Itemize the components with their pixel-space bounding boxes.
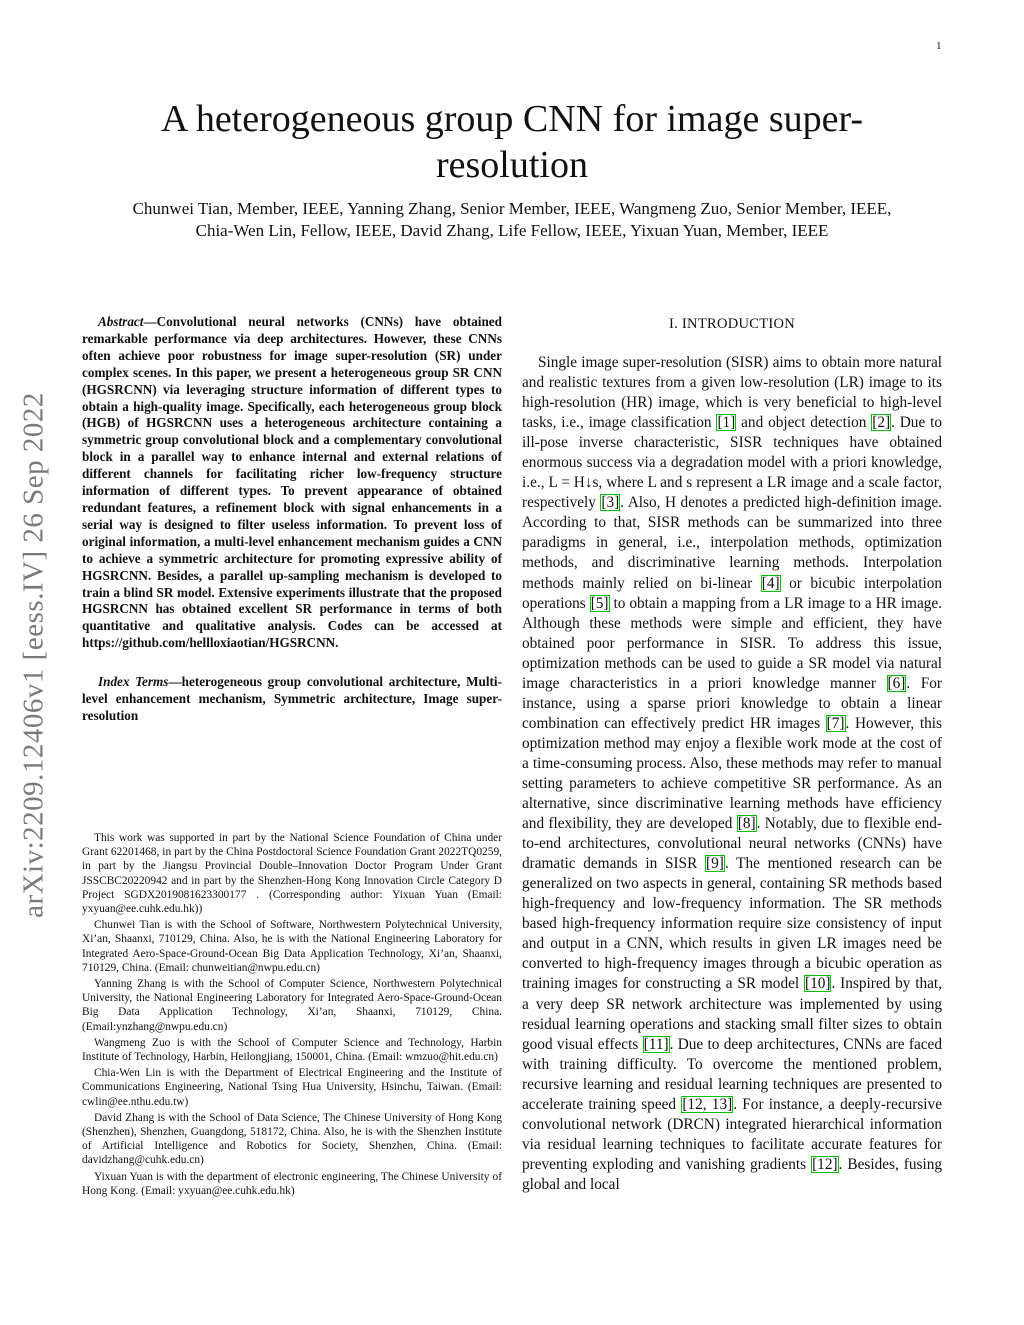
abstract xyxy=(82,314,502,652)
citation-link[interactable]: [2] xyxy=(872,414,891,432)
intro-text: . Also, H denotes a predicted high-definition image. According to that, SISR methods can be summarized into three paradigms in general, i.e., interpolation methods, optimization methods, and discriminative learning methods. Interpolation methods mainly relied on bi-linear xyxy=(522,494,942,592)
footnote-affiliation: Chia-Wen Lin is with the Department of Electrical Engineering and the Institute of Communications Engineering, National Tsing Hua University, Hsinchu, Taiwan. (Email: cwlin@ee.nthu.edu.tw) xyxy=(82,1067,502,1108)
intro-text: Single image super-resolution (SISR) aims to obtain more natural and realistic textures from a given low-resolution (LR) image to its high-resolution (HR) image, which is very beneficial to high-level tasks, i.e., image classification xyxy=(522,354,942,432)
intro-text: . The mentioned research can be generalized on two aspects in general, containing SR methods based high-frequency and low-frequency information. The SR methods based high-frequency information require size consistency of input and output in a CNN, which results in given LR images need be converted to high-frequency images through a bicubic operation as training images for constructing a SR model xyxy=(522,855,942,993)
intro-text: . Inspired by that, a very deep SR network architecture was implemented by using residual learning operations and stacking small filter sizes to obtain good visual effects xyxy=(522,975,942,1053)
citation-link[interactable]: [8] xyxy=(737,815,756,833)
intro-text: . Due to deep architectures, CNNs are faced with training difficulty. To overcome the mentioned problem, recursive learning and residual learning techniques are presented to accelerate training speed xyxy=(522,1035,942,1113)
footnote-affiliation: Wangmeng Zuo is with the School of Computer Science and Technology, Harbin Institute of Technology, Harbin, Heilongjiang, 150001, China. (Email: wmzuo@hit.edu.cn) xyxy=(82,1036,502,1064)
author-list xyxy=(70,198,954,242)
citation-link[interactable]: [1] xyxy=(717,414,736,432)
citation-link[interactable]: [7] xyxy=(826,714,845,732)
abstract-text: —Convolutional neural networks (CNNs) have obtained remarkable performance via deep architectures. However, these CNNs often achieve poor robustness for image super-resolution (SR) under complex scenes. In this paper, we present a heterogeneous group SR CNN (HGSRCNN) via leveraging structure information of different types to obtain a high-quality image. Specifically, each heterogeneous group block (HGB) of HGSRCNN uses a heterogeneous architecture containing a symmetric group convolutional block and a complementary convolutional block in a parallel way to enhance internal and external relations of different channels for facilitating richer low-frequency structure information of different types. To prevent appearance of obtained redundant features, a refinement block with signal enhancements in a serial way is designed to filter useless information. To prevent loss of original information, a multi-level enhancement mechanism guides a CNN to achieve a symmetric architecture for promoting expressive ability of HGSRCNN. Besides, a parallel up-sampling mechanism is developed to train a blind SR model. Extensive experiments illustrate that the proposed HGSRCNN has obtained excellent SR performance in terms of both quantitative and qualitative analysis. Codes can be accessed at https://github.com/hellloxiaotian/HGSRCNN. xyxy=(82,314,502,651)
intro-text: and object detection xyxy=(736,414,872,432)
index-terms-lead: Index Terms xyxy=(98,674,169,690)
intro-text: . For instance, using a sparse priori knowledge to obtain a linear combination can effectively predict HR images xyxy=(522,674,942,732)
citation-link[interactable]: [12, 13] xyxy=(682,1095,733,1113)
intro-text: or bicubic interpolation operations xyxy=(522,574,942,612)
citation-link[interactable]: [10] xyxy=(804,975,831,993)
intro-text: . Due to ill-pose inverse characteristic, SISR techniques have obtained enormous success via a degradation model with a priori knowledge, i.e., L = H↓s, where L and s represent a LR image and a scale factor, respectively xyxy=(522,414,942,512)
introduction-paragraph xyxy=(522,353,942,1195)
intro-text: . Besides, fusing global and local xyxy=(522,1155,942,1193)
citation-link[interactable]: [9] xyxy=(706,855,724,873)
intro-text: . However, this optimization method may enjoy a flexible work mode at the cost of a time-consuming process. Also, these methods may refer to manual setting parameters to achieve competitive SR performance. As an alternative, since discriminative learning methods have efficiency and flexibility, they are developed xyxy=(522,714,942,833)
footnote-affiliation: Yixuan Yuan is with the department of electronic engineering, The Chinese University of Hong Kong. (Email: yxyuan@ee.cuhk.edu.hk) xyxy=(82,1170,502,1197)
intro-text: . For instance, a deeply-recursive convolutional network (DRCN) integrated hierarchical information via residual learning techniques to facilitate accurate features for preventing exploding and vanishing gradients xyxy=(522,1095,942,1173)
footnote-affiliation: David Zhang is with the School of Data Science, The Chinese University of Hong Kong (Shenzhen), Shenzhen, Guangdong, 518172, China. Also, he is with the Shenzhen Institute of Artificial Intelligence and Robotics for Society, Shenzhen, China. (Email: davidzhang@cuhk.edu.cn) xyxy=(82,1111,502,1167)
arxiv-identifier xyxy=(6,350,62,960)
citation-link[interactable]: [6] xyxy=(887,674,906,692)
right-column xyxy=(522,314,942,1195)
left-column xyxy=(82,314,502,725)
abstract-lead: Abstract xyxy=(98,314,144,329)
footnote-affiliation: Yanning Zhang is with the School of Computer Science, Northwestern Polytechnical University, the National Engineering Laboratory for Integrated Aero-Space-Ground-Ocean Big Data Application Technology, Xi’an, Shaanxi, 710129, China. (Email:ynzhang@nwpu.edu.cn) xyxy=(82,978,502,1033)
footnotes xyxy=(82,831,502,1200)
author-line-2: Chia-Wen Lin, Fellow, IEEE, David Zhang, Life Fellow, IEEE, Yixuan Yuan, Member, IEEE xyxy=(195,221,829,240)
footnote-funding: This work was supported in part by the National Science Foundation of China under Grant 62201468, in part by the China Postdoctoral Science Foundation Grant 2022TQ0259, in part by the Jiangsu Provincial Double–Innovation Doctor Program Under Grant JSSCBC20220942 and in part by the Shenzhen-Hong Kong Innovation Circle Category D Project SGDX2019081623300177 . (Corresponding author: Yixuan Yuan (Email: yxyuan@ee.cuhk.edu.hk)) xyxy=(82,832,502,916)
index-terms-text: —heterogeneous group convolutional architecture, Multi-level enhancement mechanism, Symmetric architecture, Image super-resolution xyxy=(82,674,502,723)
paper-title: A heterogeneous group CNN for image super-resolution xyxy=(160,98,864,186)
intro-text: . Notably, due to flexible end-to-end architectures, convolutional neural networks (CNNs) have dramatic demands in SISR xyxy=(522,815,942,873)
intro-text: to obtain a mapping from a LR image to a HR image. Although these methods were simple and efficient, they have obtained poor performance in SISR. To address this issue, optimization methods can be used to guide a SR model via natural image characteristics in a priori knowledge manner xyxy=(522,594,943,692)
author-line-1: Chunwei Tian, Member, IEEE, Yanning Zhang, Senior Member, IEEE, Wangmeng Zuo, Senior Member, IEEE, xyxy=(132,199,892,218)
page-number: 1 xyxy=(936,40,942,52)
index-terms xyxy=(82,674,502,725)
footnote-affiliation: Chunwei Tian is with the School of Software, Northwestern Polytechnical University, Xi’an, Shaanxi, 710129, China. Also, he is with the National Engineering Laboratory for Integrated Aero-Space-Ground-Ocean Big Data Application Technology, Xi’an, Shaanxi, 710129, China. (Email: chunweitian@nwpu.edu.cn) xyxy=(82,919,502,974)
citation-link[interactable]: [5] xyxy=(590,594,609,612)
arxiv-identifier-text: arXiv:2209.12406v1 [eess.IV] 26 Sep 2022 xyxy=(17,392,50,918)
citation-link[interactable]: [12] xyxy=(812,1155,838,1173)
section-heading-introduction: I. INTRODUCTION xyxy=(668,316,796,332)
citation-link[interactable]: [3] xyxy=(601,494,620,512)
citation-link[interactable]: [4] xyxy=(761,574,780,592)
citation-link[interactable]: [11] xyxy=(643,1035,669,1053)
